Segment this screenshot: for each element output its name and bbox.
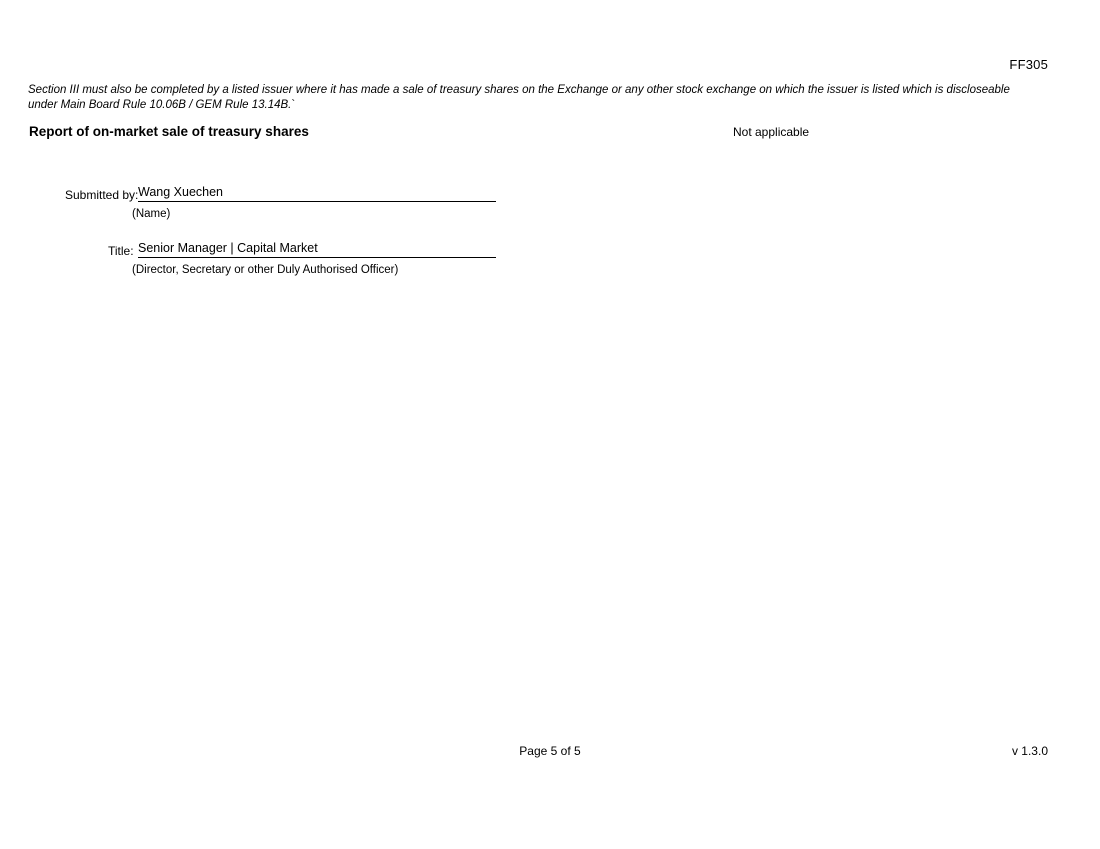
title-row bbox=[60, 234, 520, 262]
title-label: Title: bbox=[108, 244, 134, 258]
title-value[interactable]: Senior Manager | Capital Market bbox=[138, 241, 496, 258]
submitted-by-value[interactable]: Wang Xuechen bbox=[138, 185, 496, 202]
section-note-tail: ` bbox=[291, 98, 296, 111]
title-caption: (Director, Secretary or other Duly Authorised Officer) bbox=[132, 264, 399, 276]
section-heading: Report of on-market sale of treasury shares bbox=[29, 124, 309, 139]
signature-block bbox=[60, 178, 520, 290]
footer-page-number: Page 5 of 5 bbox=[519, 744, 581, 758]
submitted-by-label: Submitted by: bbox=[65, 188, 139, 202]
form-code: FF305 bbox=[1009, 57, 1048, 72]
not-applicable-label: Not applicable bbox=[733, 125, 810, 139]
section-note-text: Section III must also be completed by a listed issuer where it has made a sale of treasury shares on the Exchange or any other stock exchange on which the issuer is listed which is discloseable under Main Board Rule 10.06B / GEM Rule 13.14B. bbox=[28, 84, 1010, 111]
submitted-by-row bbox=[60, 178, 520, 206]
footer-version: v 1.3.0 bbox=[1011, 744, 1048, 758]
name-caption: (Name) bbox=[132, 208, 171, 220]
section-note bbox=[28, 83, 1036, 112]
